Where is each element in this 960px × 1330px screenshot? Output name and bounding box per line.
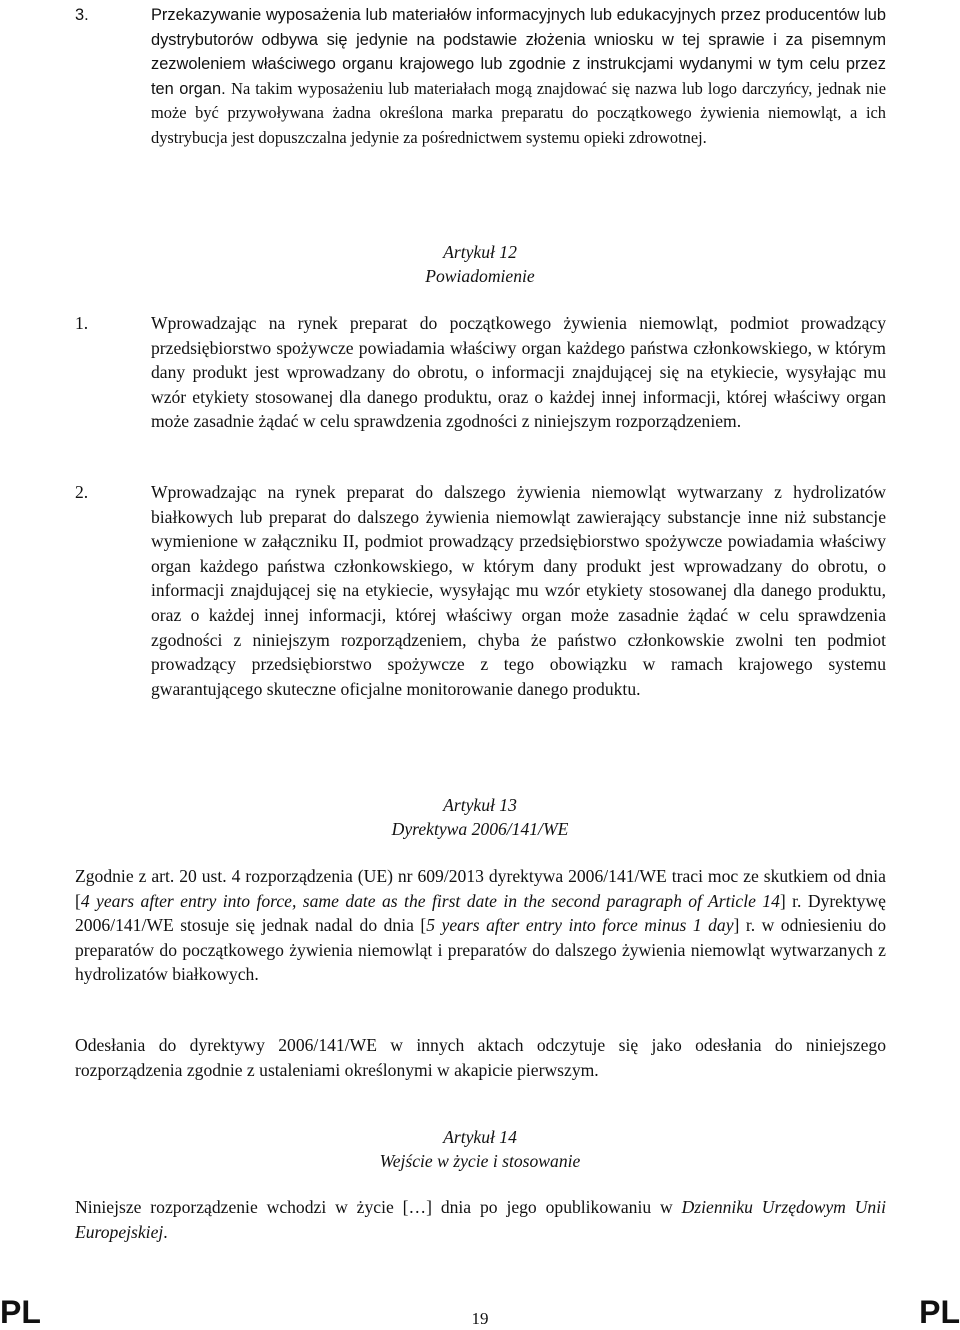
article-14-paragraph-1 bbox=[75, 1195, 886, 1244]
article-12-item-1: Wprowadzając na rynek preparat do początkowego żywienia niemowląt, podmiot prowadzący przedsiębiorstwo spożywcze powiadamia właściwy organ każdego państwa członkowskiego, w którym dany produkt jest wprowadzany do obrotu, o informacji znajdującej się na etykiecie, wysyłając mu wzór etykiety stosowanej dla danego produktu, oraz o każdej innej informacji, której właściwy organ może zasadnie żądać w celu sprawdzenia zgodności z niniejszym rozporządzeniem. bbox=[151, 313, 886, 432]
text-segment: . bbox=[163, 1221, 168, 1242]
article-13-subtitle: Dyrektywa 2006/141/WE bbox=[391, 819, 569, 839]
article-13-title: Artykuł 13 bbox=[443, 795, 517, 815]
paragraph-number: 3. bbox=[75, 6, 89, 24]
placeholder-date-1: 4 years after entry into force, same date as the first date in the second paragraph of Article 14 bbox=[80, 890, 780, 911]
journal-name: Dzienniku Urzędowym Unii Europejskiej bbox=[75, 1197, 886, 1242]
article-12-subtitle: Powiadomienie bbox=[425, 266, 535, 286]
placeholder-date-2: 5 years after entry into force minus 1 day bbox=[426, 915, 734, 936]
page-number: 19 bbox=[471, 1309, 489, 1328]
article-12-item-2: Wprowadzając na rynek preparat do dalszego żywienia niemowląt wytwarzany z hydrolizatów białkowych lub preparat do dalszego żywienia niemowląt zawierający substancje inne niż substancje wymienione w załączniku II, podmiot prowadzący przedsiębiorstwo spożywcze powiadamia właściwy organ każdego państwa członkowskiego, w którym dany produkt jest wprowadzany do obrotu, o informacji znajdującej się na etykiecie, wysyłając mu wzór etykiety stosowanej dla danego produktu, oraz o każdej innej informacji, której właściwy organ może zasadnie żądać w celu sprawdzenia zgodności z niniejszym rozporządzeniem, chyba że państwo członkowskie zwolni ten podmiot prowadzący przedsiębiorstwo spożywcze z tego obowiązku w ramach krajowego systemu gwarantującego skuteczne oficjalne monitorowanie danego produktu. bbox=[151, 482, 886, 699]
paragraph-3 bbox=[151, 3, 886, 151]
paragraph-3-text-a: Przekazywanie wyposażenia lub materiałów informacyjnych lub edukacyjnych przez producentów lub dystrybutorów odbywa się jedynie na podstawie złożenia wniosku w tej sprawie i za pisemnym zezwoleniem właściwego organu krajowego lub zgodnie z instrukcjami wydanymi w tym celu przez ten organ. bbox=[151, 6, 886, 98]
text-segment: Niniejsze rozporządzenie wchodzi w życie […] dnia po jego opublikowaniu w bbox=[75, 1197, 682, 1217]
footer-language-right: PL bbox=[919, 1294, 960, 1330]
text-segment: Zgodnie z art. 20 ust. 4 rozporządzenia (UE) nr 609/2013 dyrektywa 2006/141/WE traci moc ze skutkiem od dnia [ bbox=[75, 866, 886, 911]
item-number: 2. bbox=[75, 482, 89, 502]
article-13-paragraph-2: Odesłania do dyrektywy 2006/141/WE w innych aktach odczytuje się jako odesłania do niniejszego rozporządzenia zgodnie z ustaleniami określonymi w akapicie pierwszym. bbox=[75, 1035, 886, 1080]
footer-language-left: PL bbox=[0, 1294, 41, 1330]
text-segment: ] r. Dyrektywę 2006/141/WE stosuje się jednak nadal do dnia [ bbox=[75, 890, 886, 936]
article-14-subtitle: Wejście w życie i stosowanie bbox=[379, 1151, 581, 1171]
text-segment: ] r. w odniesieniu do preparatów do początkowego żywienia niemowląt i preparatów do dalszego żywienia niemowląt wytwarzanych z hydrolizatów białkowych. bbox=[75, 915, 886, 985]
paragraph-3-text-b: Na takim wyposażeniu lub materiałach mogą znajdować się nazwa lub logo darczyńcy, jednak nie może być przywoływana żadna określona marka preparatu do początkowego żywienia niemowląt, a ich dystrybucja jest dopuszczalna jedynie za pośrednictwem systemu opieki zdrowotnej. bbox=[151, 78, 886, 147]
article-12-title: Artykuł 12 bbox=[443, 242, 517, 262]
article-13-paragraph-1 bbox=[75, 864, 886, 987]
article-14-title: Artykuł 14 bbox=[443, 1127, 517, 1147]
item-number: 1. bbox=[75, 313, 89, 333]
